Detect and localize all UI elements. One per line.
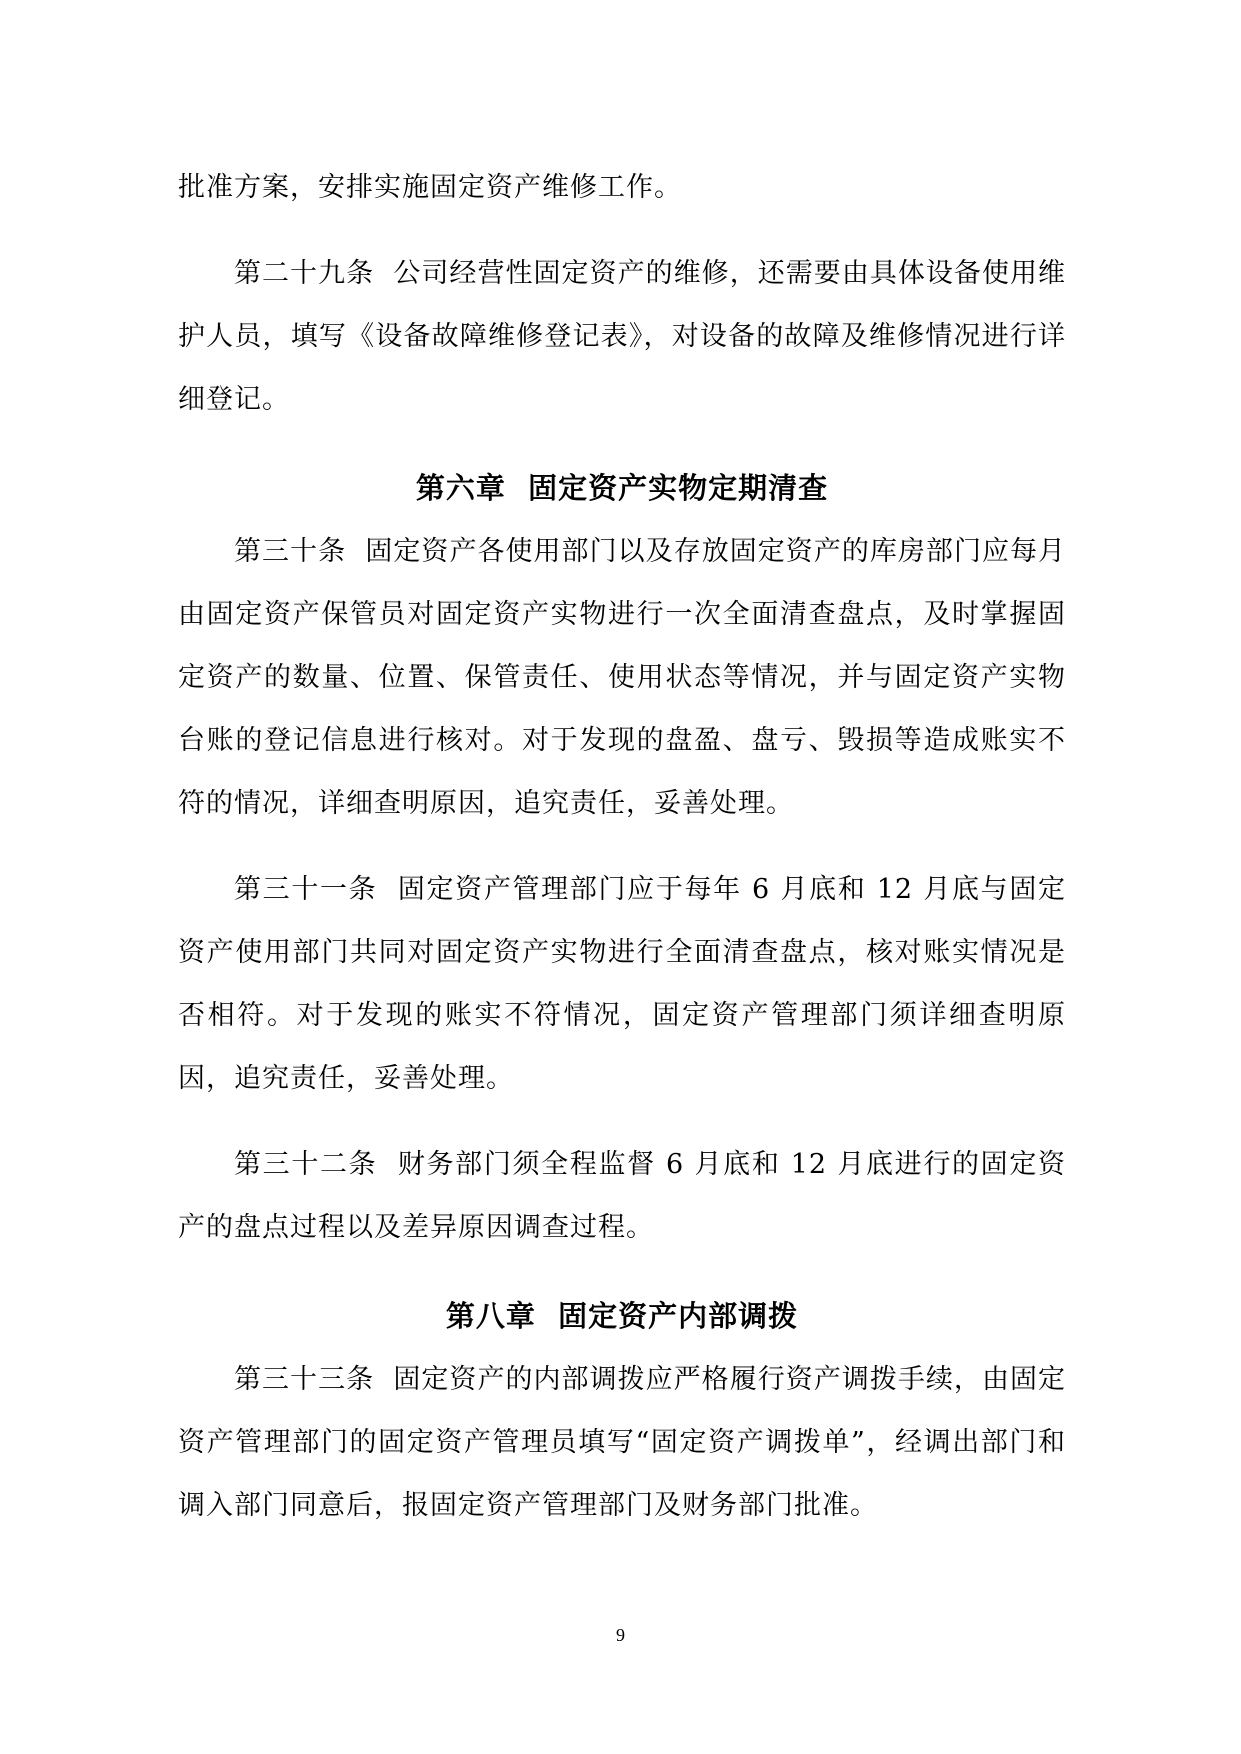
- article-text: 固定资产各使用部门以及存放固定资产的库房部门应每月由固定资产保管员对固定资产实物进行一次全面清查盘点，及时掌握固定资产的数量、位置、保管责任、使用状态等情况，并与固定资产实物台账的登记信息进行核对。对于发现的盘盈、盘亏、毁损等造成账实不符的情况，详细查明原因，追究责任，妥善处理。: [178, 536, 1067, 819]
- article-31: [178, 858, 1066, 1110]
- chapter-title: 固定资产实物定期清查: [528, 471, 829, 505]
- article-label: 第三十三条: [234, 1364, 375, 1395]
- article-30: [178, 520, 1066, 835]
- chapter-heading-6: [178, 457, 1066, 520]
- article-text: 固定资产管理部门应于每年 6 月底和 12 月底与固定资产使用部门共同对固定资产实物进行全面清查盘点，核对账实情况是否相符。对于发现的账实不符情况，固定资产管理部门须详细查明原因，追究责任，妥善处理。: [178, 874, 1066, 1094]
- chapter-label: 第八章: [445, 1299, 536, 1333]
- article-label: 第三十二条: [234, 1149, 378, 1180]
- page-number: 9: [616, 1625, 625, 1645]
- article-label: 第三十条: [234, 536, 347, 567]
- paragraph-text: 批准方案，安排实施固定资产维修工作。: [178, 172, 682, 203]
- article-continuation: [178, 156, 1066, 219]
- article-label: 第二十九条: [234, 258, 375, 289]
- chapter-heading-8: [178, 1285, 1066, 1348]
- article-text: 公司经营性固定资产的维修，还需要由具体设备使用维护人员，填写《设备故障维修登记表》，对设备的故障及维修情况进行详细登记。: [178, 258, 1067, 415]
- article-text: 财务部门须全程监督 6 月底和 12 月底进行的固定资产的盘点过程以及差异原因调查过程。: [178, 1149, 1066, 1243]
- chapter-label: 第六章: [415, 471, 506, 505]
- document-body: [178, 156, 1066, 1537]
- article-33: [178, 1348, 1066, 1537]
- article-label: 第三十一条: [234, 874, 378, 905]
- chapter-title: 固定资产内部调拨: [558, 1299, 799, 1333]
- article-32: [178, 1133, 1066, 1259]
- article-29: [178, 242, 1066, 431]
- article-text: 固定资产的内部调拨应严格履行资产调拨手续，由固定资产管理部门的固定资产管理员填写“固定资产调拨单”，经调出部门和调入部门同意后，报固定资产管理部门及财务部门批准。: [178, 1364, 1067, 1521]
